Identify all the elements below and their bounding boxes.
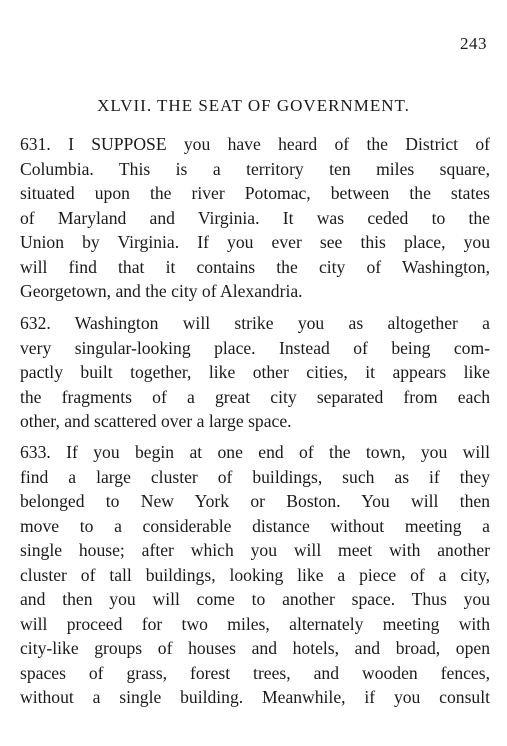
- text-line: and then you will come to another space. Thus you: [20, 589, 490, 609]
- page-number: 243: [460, 34, 487, 53]
- text-line: 633. If you begin at one end of the town, you will: [20, 442, 490, 462]
- text-line: pactly built together, like other cities, it appears like: [20, 362, 490, 382]
- text-line: the fragments of a great city separated from each: [20, 386, 490, 407]
- paragraph-631: [20, 132, 490, 304]
- text-line: move to a considerable distance without meeting a: [20, 515, 490, 536]
- text-line: without a single building. Meanwhile, if you consult: [20, 687, 490, 707]
- text-line: very singular-looking place. Instead of being com-: [20, 337, 490, 358]
- text-line: spaces of grass, forest trees, and wooden fences,: [20, 662, 490, 683]
- text-line: cluster of tall buildings, looking like a piece of a city,: [20, 564, 490, 585]
- chapter-title: XLVII. THE SEAT OF GOVERNMENT.: [97, 96, 410, 115]
- text-line: 632. Washington will strike you as altogether a: [20, 313, 490, 333]
- text-line: Columbia. This is a territory ten miles square,: [20, 158, 490, 179]
- text-line: will find that it contains the city of Washington,: [20, 256, 490, 277]
- text-line: other, and scattered over a large space.: [20, 411, 292, 431]
- text-line: Georgetown, and the city of Alexandria.: [20, 281, 303, 301]
- text-line: single house; after which you will meet with another: [20, 540, 490, 560]
- paragraph-632: [20, 311, 490, 434]
- text-line: Union by Virginia. If you ever see this place, you: [20, 232, 490, 252]
- text-line: situated upon the river Potomac, between the states: [20, 183, 490, 203]
- text-line: 631. I SUPPOSE you have heard of the District of: [20, 134, 490, 154]
- text-line: will proceed for two miles, alternately meeting with: [20, 613, 490, 634]
- text-line: of Maryland and Virginia. It was ceded to the: [20, 207, 490, 228]
- text-line: belonged to New York or Boston. You will then: [20, 491, 490, 511]
- paragraph-633: [20, 440, 490, 710]
- text-line: find a large cluster of buildings, such as if they: [20, 466, 490, 487]
- text-line: city-like groups of houses and hotels, and broad, open: [20, 638, 490, 658]
